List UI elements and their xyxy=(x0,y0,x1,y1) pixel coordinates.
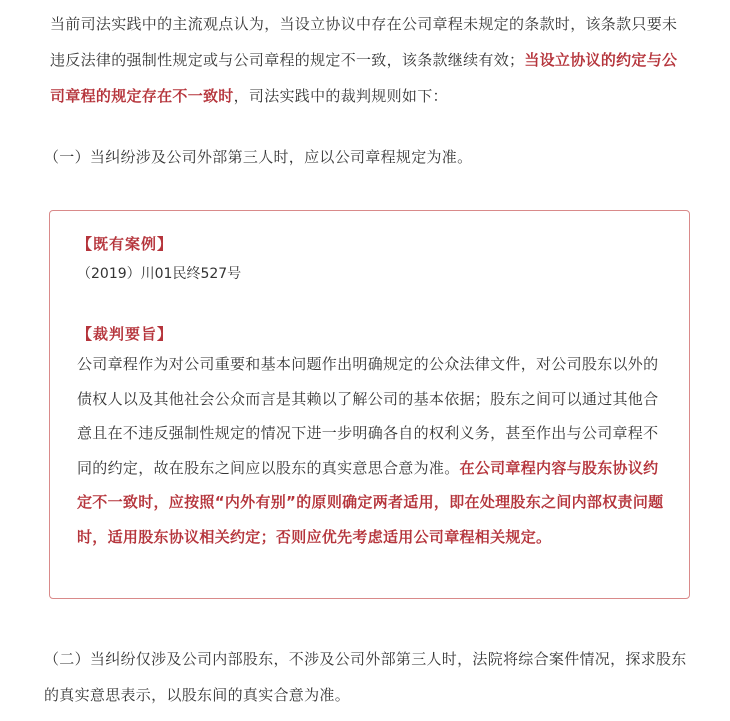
intro-tail: ，司法实践中的裁判规则如下： xyxy=(233,87,448,105)
point-one: （一）当纠纷涉及公司外部第三人时，应以公司章程规定为准。 xyxy=(44,148,473,166)
case-number: （2019）川01民终527号 xyxy=(77,266,242,282)
gist-text: 公司章程作为对公司重要和基本问题作出明确规定的公众法律文件，对公司股东以外的债权人以及其他社会公众而言是其赖以了解公司的基本依据；股东之间可以通过其他合意且在不违反强制性规定的情况下进一步明确各自的权利义务，甚至作出与公司章程不同的约定，故在股东之间应以股东的真实意思合意为准。 xyxy=(77,355,659,477)
case-box xyxy=(49,210,690,599)
point-two: （二）当纠纷仅涉及公司内部股东，不涉及公司外部第三人时，法院将综合案件情况，探求股东的真实意思表示，以股东间的真实合意为准。 xyxy=(44,650,687,704)
gist-heading: 【裁判要旨】 xyxy=(77,325,174,343)
gist-highlight: 在公司章程内容与股东协议约定不一致时，应按照“内外有别”的原则确定两者适用，即在处理股东之间内部权责问题时，适用股东协议相关约定；否则应优先考虑适用公司章程相关规定。 xyxy=(77,458,664,546)
case-heading: 【既有案例】 xyxy=(77,235,174,253)
intro-text: 当前司法实践中的主流观点认为，当设立协议中存在公司章程未规定的条款时，该条款只要未违反法律的强制性规定或与公司章程的规定不一致，该条款继续有效； xyxy=(50,15,678,69)
intro-paragraph xyxy=(50,6,690,114)
intro-highlight: 当设立协议的约定与公司章程的规定存在不一致时 xyxy=(50,51,678,105)
gist-paragraph xyxy=(77,347,669,554)
